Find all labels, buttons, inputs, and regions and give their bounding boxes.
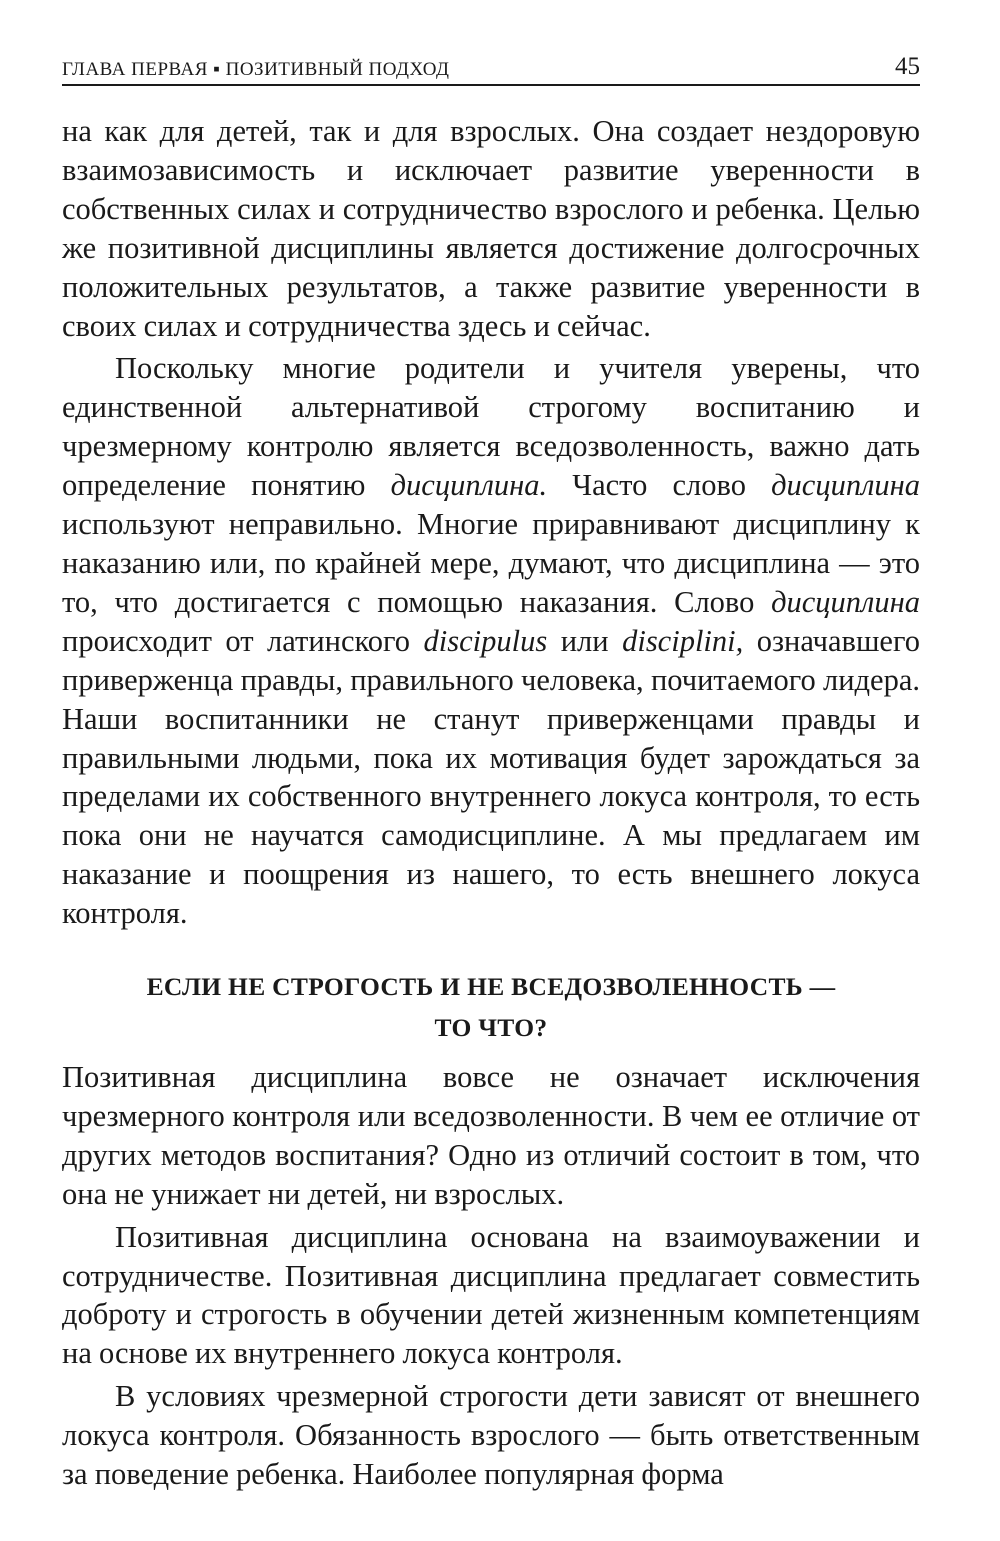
section-heading-line-2: ТО ЧТО? [434, 1013, 548, 1042]
text-run: Поскольку многие родители и учителя уверены, что единственной альтернативой строгому воспитанию и чрезмерному контролю является вседозволенность, важно дать определение понятию [62, 351, 920, 503]
text-block-bottom [62, 1058, 920, 1494]
text-run: используют неправильно. Многие приравнивают дисциплину к наказанию или, по крайней мере, думают, что дисциплина — это то, что достигается с помощью наказания. Слово [62, 507, 920, 619]
running-head [62, 54, 920, 86]
paragraph-discipline-definition [62, 349, 920, 933]
paragraph-mutual-respect: Позитивная дисциплина основана на взаимоуважении и сотрудничестве. Позитивная дисциплина предлагает совместить доброту и строгость в обучении детей жизненным компетенциям на основе их внутреннего локуса контроля. [62, 1219, 920, 1371]
italic-latin-term: disciplini, [622, 623, 744, 658]
text-run: происходит от латинского [62, 623, 424, 658]
text-block-top [62, 112, 920, 933]
page-number: 45 [895, 53, 920, 80]
paragraph-strictness: В условиях чрезмерной строгости дети зависят от внешнего локуса контроля. Обязанность взрослого — быть ответственным за поведение ребенка. Наиболее популярная форма [62, 1379, 920, 1492]
italic-term: дисциплина. [390, 468, 548, 503]
section-heading-line-1: ЕСЛИ НЕ СТРОГОСТЬ И НЕ ВСЕДОЗВОЛЕННОСТЬ — [146, 972, 836, 1001]
text-run: означавшего приверженца правды, правильного человека, почитаемого лидера. Наши воспитанники не станут приверженцами правды и правильными людьми, пока их мотивация будет зарождаться за пределами их собственного внутреннего локуса контроля, то есть пока они не научатся самодисциплине. А мы предлагаем им наказание и поощрения из нашего, то есть внешнего локуса контроля. [62, 623, 920, 931]
italic-term: дисциплина [771, 468, 921, 503]
section-heading [62, 966, 920, 1048]
paragraph-positive-discipline-intro: Позитивная дисциплина вовсе не означает исключения чрезмерного контроля или вседозволенности. В чем ее отличие от других методов воспитания? Одно из отличий состоит в том, что она не унижает ни детей, ни взрослых. [62, 1060, 920, 1211]
paragraph-continued: на как для детей, так и для взрослых. Она создает нездоровую взаимозависимость и исключает развитие уверенности в собственных силах и сотрудничество взрослого и ребенка. Целью же позитивной дисциплины является достижение долгосрочных положительных результатов, а также развитие уверенности в своих силах и сотрудничества здесь и сейчас. [62, 114, 920, 343]
text-run: или [547, 623, 623, 658]
italic-term: дисциплина [771, 584, 920, 619]
text-run: Часто слово [547, 468, 772, 503]
italic-latin-term: discipulus [423, 623, 548, 658]
chapter-title: ГЛАВА ПЕРВАЯ ▪ ПОЗИТИВНЫЙ ПОДХОД [62, 59, 450, 80]
